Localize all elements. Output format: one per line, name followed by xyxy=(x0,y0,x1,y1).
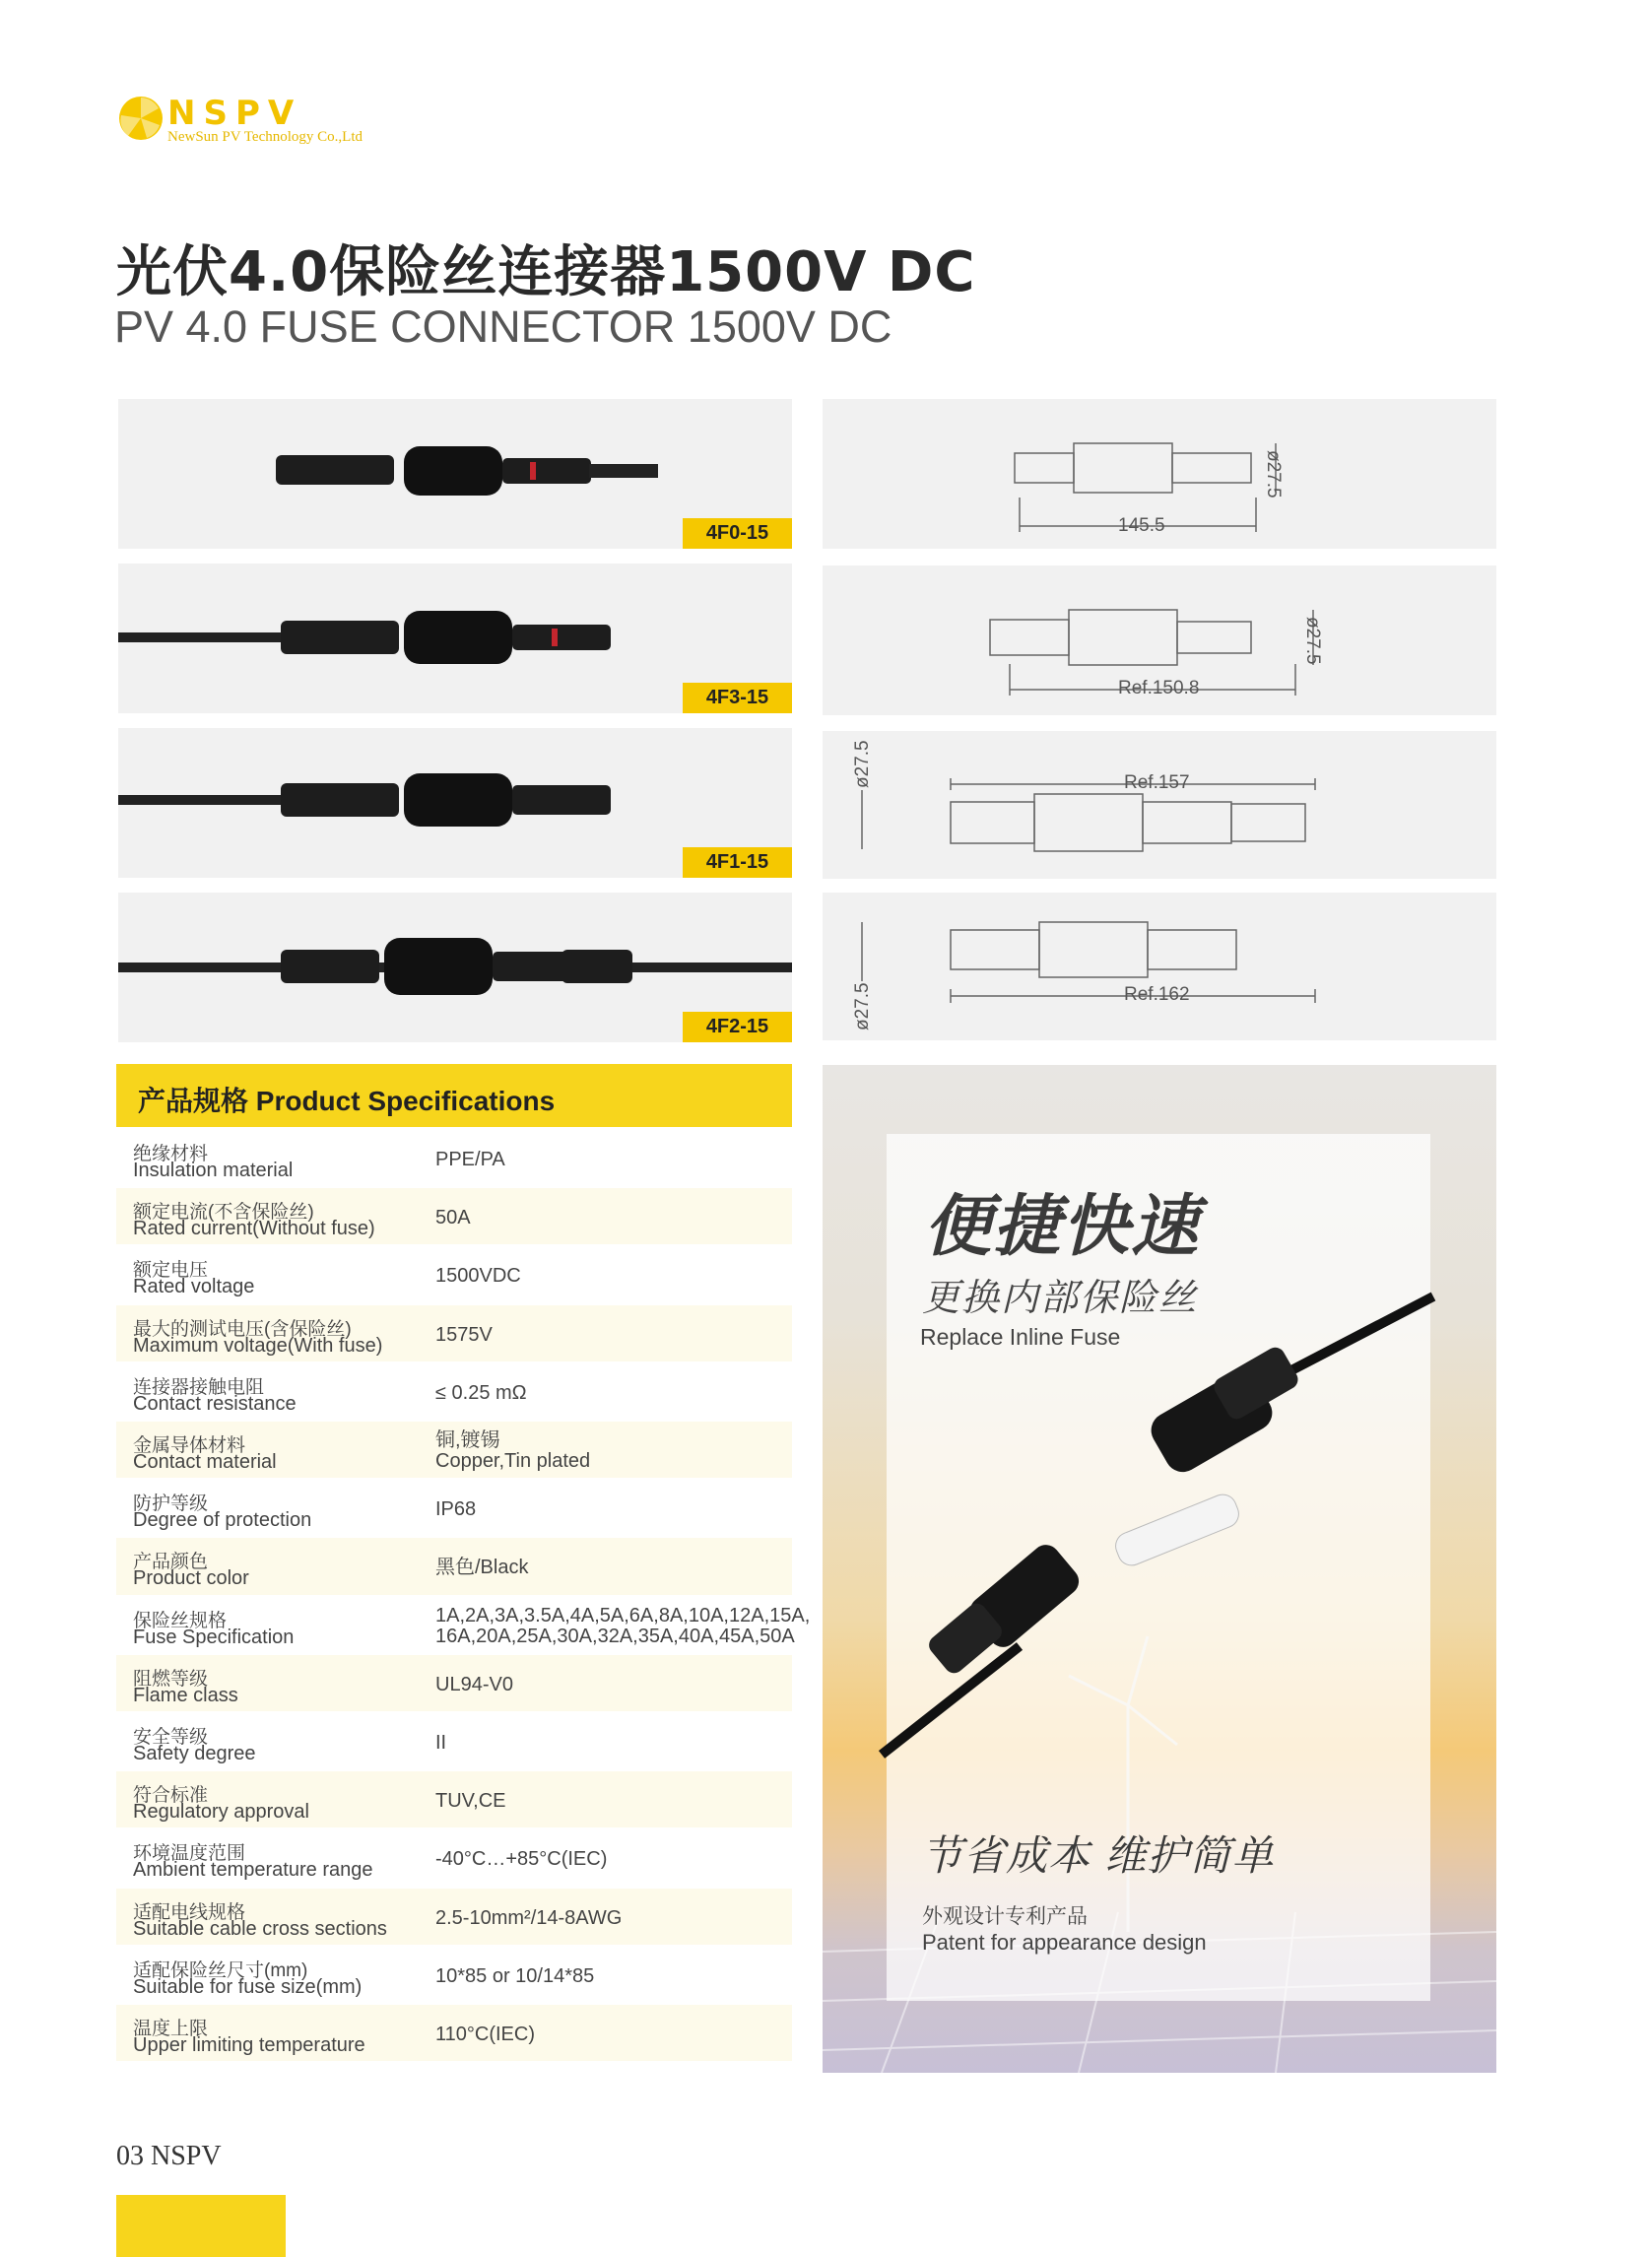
spec-label-en: Ambient temperature range xyxy=(133,1859,373,1882)
spec-label-en: Insulation material xyxy=(133,1160,294,1181)
promo-headline: 便捷快速 xyxy=(924,1187,1201,1266)
spec-label-cn: 连接器接触电阻 xyxy=(133,1376,265,1398)
spec-row xyxy=(116,1246,792,1302)
product-model-label: 4F2-15 xyxy=(683,1012,792,1042)
spec-row xyxy=(116,1422,792,1478)
spec-label-en: Flame class xyxy=(133,1684,238,1706)
company-name: NewSun PV Technology Co.,Ltd xyxy=(167,129,363,145)
spec-value: IP68 xyxy=(435,1498,477,1521)
spec-label-en: Suitable for fuse size(mm) xyxy=(133,1975,363,1998)
spec-label-en: Rated voltage xyxy=(133,1276,255,1298)
spec-row xyxy=(116,1188,792,1244)
spec-label-en: Upper limiting temperature xyxy=(133,2034,365,2056)
brand-name: NSPV xyxy=(167,94,302,133)
spec-table-header xyxy=(116,1064,792,1127)
spec-label-cn: 适配电线规格 xyxy=(133,1901,246,1923)
spec-label-en: Maximum voltage(With fuse) xyxy=(133,1334,383,1357)
spec-label-cn: 阻燃等级 xyxy=(133,1668,209,1690)
spec-value-line2: Copper,Tin plated xyxy=(435,1450,591,1472)
spec-value: TUV,CE xyxy=(435,1790,506,1813)
sun-logo-icon xyxy=(116,94,165,143)
product-photo-tile xyxy=(118,564,792,713)
spec-row xyxy=(116,1655,792,1711)
spec-value: 1A,2A,3A,3.5A,4A,5A,6A,8A,10A,12A,15A, xyxy=(435,1604,811,1626)
spec-label-en: Fuse Specification xyxy=(133,1626,295,1648)
spec-label-en: Contact material xyxy=(133,1451,277,1473)
spec-label-en: Suitable cable cross sections xyxy=(133,1917,387,1940)
spec-row xyxy=(116,1947,792,2003)
technical-drawing-tile xyxy=(823,399,1496,549)
brand-logo xyxy=(116,94,392,153)
spec-value: -40°C…+85°C(IEC) xyxy=(435,1848,608,1871)
spec-label-cn: 适配保险丝尺寸(mm) xyxy=(133,1959,308,1981)
product-model-label: 4F3-15 xyxy=(683,683,792,713)
product-model-label: 4F0-15 xyxy=(683,518,792,549)
spec-value: PPE/PA xyxy=(435,1149,505,1170)
dimension-length: Ref.162 xyxy=(1124,984,1190,1005)
spec-row xyxy=(116,2005,792,2061)
dimension-diameter: ø27.5 xyxy=(852,740,873,788)
spec-row xyxy=(116,1363,792,1420)
spec-table-title: 产品规格 Product Specifications xyxy=(138,1086,556,1116)
page-number: 03 NSPV xyxy=(116,2141,222,2171)
connector-product-image xyxy=(823,1065,1496,2073)
spec-value: 1500VDC xyxy=(435,1265,521,1288)
spec-row xyxy=(116,1889,792,1945)
spec-value: 110°C(IEC) xyxy=(435,2024,535,2045)
spec-row xyxy=(116,1130,792,1186)
promo-subhead: 更换内部保险丝 xyxy=(922,1276,1199,1319)
spec-label-cn: 额定电压 xyxy=(133,1260,209,1282)
spec-label-en: Rated current(Without fuse) xyxy=(133,1218,375,1240)
page-title-en: PV 4.0 FUSE CONNECTOR 1500V DC xyxy=(114,301,892,352)
spec-value: UL94-V0 xyxy=(435,1673,513,1695)
spec-label-cn: 保险丝规格 xyxy=(133,1610,228,1631)
technical-drawing-tile xyxy=(823,893,1496,1040)
spec-label-cn: 安全等级 xyxy=(133,1727,209,1748)
spec-value: 铜,镀锡 xyxy=(435,1429,500,1451)
spec-label-cn: 金属导体材料 xyxy=(133,1435,246,1456)
dimension-length: 145.5 xyxy=(1118,515,1165,536)
spec-label-cn: 温度上限 xyxy=(133,2019,209,2039)
spec-value: 50A xyxy=(435,1207,471,1229)
promo-tagline: 节省成本 维护简单 xyxy=(921,1831,1275,1880)
spec-value: ≤ 0.25 mΩ xyxy=(435,1381,527,1404)
technical-drawing-tile xyxy=(823,731,1496,879)
dimension-diameter: ø27.5 xyxy=(1263,450,1284,498)
spec-row xyxy=(116,1713,792,1769)
spec-row xyxy=(116,1480,792,1536)
spec-label-cn: 环境温度范围 xyxy=(133,1843,246,1865)
promo-panel xyxy=(823,1065,1496,2073)
product-photo-tile xyxy=(118,728,792,878)
spec-row xyxy=(116,1829,792,1886)
spec-label-cn: 绝缘材料 xyxy=(133,1144,209,1164)
product-photo-tile xyxy=(118,893,792,1042)
patent-label-cn: 外观设计专利产品 xyxy=(922,1905,1088,1928)
spec-row xyxy=(116,1538,792,1594)
dimension-drawing-icon xyxy=(823,893,1496,1040)
spec-value: 1575V xyxy=(435,1323,493,1346)
spec-label-en: Safety degree xyxy=(133,1743,256,1764)
spec-label-en: Degree of protection xyxy=(133,1509,312,1532)
dimension-drawing-icon xyxy=(823,731,1496,879)
dimension-diameter: ø27.5 xyxy=(1302,617,1323,665)
spec-label-en: Product color xyxy=(133,1567,249,1590)
spec-label-cn: 最大的测试电压(含保险丝) xyxy=(133,1318,352,1340)
spec-row xyxy=(116,1597,811,1653)
spec-row xyxy=(116,1771,792,1827)
spec-label-cn: 符合标准 xyxy=(133,1785,209,1807)
dimension-length: Ref.157 xyxy=(1124,772,1190,793)
footer-accent-bar xyxy=(116,2195,286,2257)
page-title-cn: 光伏4.0保险丝连接器1500V DC xyxy=(116,240,976,304)
spec-label-cn: 额定电流(不含保险丝) xyxy=(133,1202,314,1224)
spec-value-line2: 16A,20A,25A,30A,32A,35A,40A,45A,50A xyxy=(435,1625,795,1647)
dimension-diameter: ø27.5 xyxy=(852,982,873,1030)
spec-value: 黑色/Black xyxy=(435,1557,529,1579)
spec-label-en: Regulatory approval xyxy=(133,1801,309,1824)
spec-value: II xyxy=(435,1732,447,1754)
spec-label-cn: 产品颜色 xyxy=(133,1552,209,1573)
spec-value: 2.5-10mm²/14-8AWG xyxy=(435,1906,623,1929)
spec-label-cn: 防护等级 xyxy=(133,1494,209,1515)
patent-label-en: Patent for appearance design xyxy=(922,1930,1207,1955)
spec-row xyxy=(116,1305,792,1361)
dimension-length: Ref.150.8 xyxy=(1118,678,1200,698)
promo-subhead-en: Replace Inline Fuse xyxy=(920,1324,1121,1350)
technical-drawing-tile xyxy=(823,565,1496,715)
product-photo-tile xyxy=(118,399,792,549)
product-model-label: 4F1-15 xyxy=(683,847,792,878)
spec-value: 10*85 or 10/14*85 xyxy=(435,1964,595,1987)
spec-label-en: Contact resistance xyxy=(133,1392,297,1415)
